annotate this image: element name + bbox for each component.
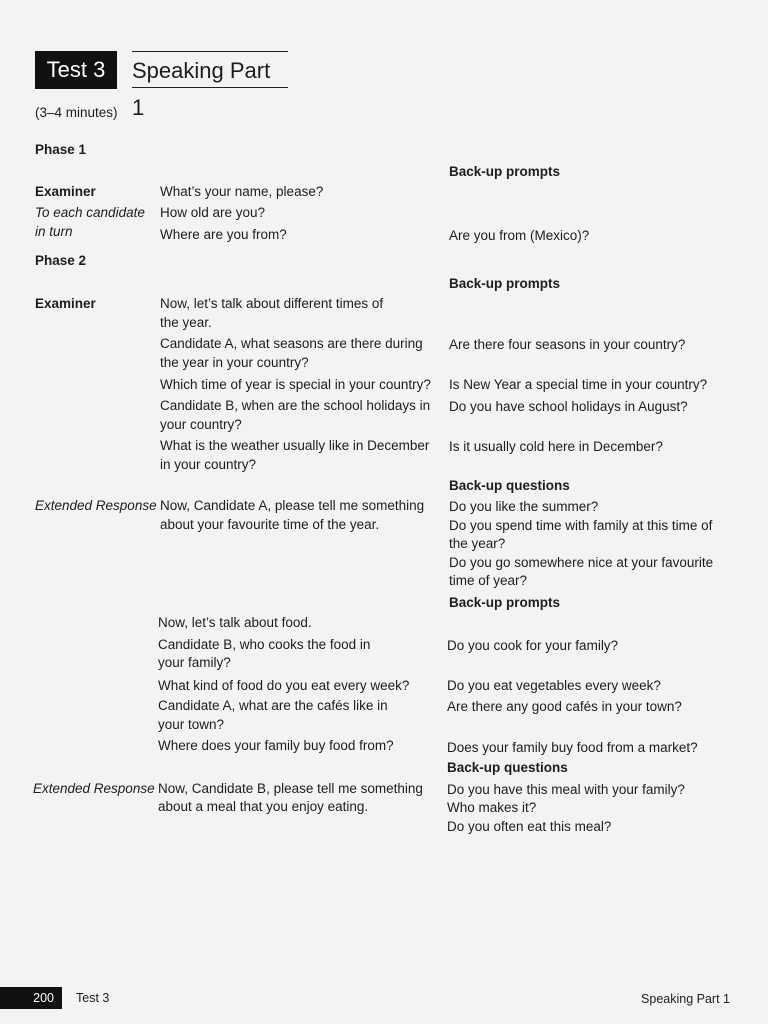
phase1-heading: Phase 1	[35, 142, 87, 157]
phase1-instruction-line1: To each candidate	[35, 205, 145, 220]
phase2-question-4-line1: Candidate B, when are the school holidays in	[160, 398, 431, 413]
phase2-question-1-line1: Now, let’s talk about different times of	[160, 296, 384, 311]
phase2-prompt-5: Is it usually cold here in December?	[449, 439, 663, 454]
duration-text: (3–4 minutes)	[35, 105, 118, 120]
phase1-backup-prompts-heading: Back-up prompts	[449, 164, 561, 179]
phase2-extended-response-label: Extended Response	[35, 498, 157, 513]
phase1-prompt-3: Are you from (Mexico)?	[449, 228, 590, 243]
page-title: Speaking Part 1	[132, 51, 288, 88]
phase2-examiner-label: Examiner	[35, 296, 96, 311]
food-question-4-line1: Candidate A, what are the cafés like in	[158, 698, 388, 713]
food-question-1: Now, let’s talk about food.	[158, 615, 312, 630]
phase1-instruction-line2: in turn	[35, 224, 73, 239]
phase1-question-3: Where are you from?	[160, 227, 287, 242]
phase2-backup-prompts-heading: Back-up prompts	[449, 276, 561, 291]
food-prompt-5: Does your family buy food from a market?	[447, 740, 698, 755]
food-backup-questions-heading: Back-up questions	[447, 760, 568, 775]
phase2-backup-question-3-line2: time of year?	[449, 573, 528, 588]
phase2-backup-question-1: Do you like the summer?	[449, 499, 599, 514]
phase2-question-2-line2: the year in your country?	[160, 355, 309, 370]
phase2-backup-question-2-line1: Do you spend time with family at this time of	[449, 518, 713, 533]
food-backup-prompts-heading: Back-up prompts	[449, 595, 561, 610]
page-number: 200	[0, 987, 62, 1009]
phase2-extended-line1: Now, Candidate A, please tell me something	[160, 498, 425, 513]
food-backup-question-2: Who makes it?	[447, 800, 537, 815]
food-backup-question-1: Do you have this meal with your family?	[447, 782, 685, 797]
test-label-badge: Test 3	[35, 51, 117, 89]
phase2-prompt-3: Is New Year a special time in your country?	[449, 377, 708, 392]
phase2-question-1-line2: the year.	[160, 315, 212, 330]
food-prompt-3: Do you eat vegetables every week?	[447, 678, 661, 693]
phase2-backup-question-3-line1: Do you go somewhere nice at your favourite	[449, 555, 714, 570]
food-question-5: Where does your family buy food from?	[158, 738, 394, 753]
food-question-2-line2: your family?	[158, 655, 231, 670]
food-extended-response-label: Extended Response	[33, 781, 155, 796]
food-extended-line1: Now, Candidate B, please tell me something	[158, 781, 423, 796]
phase2-backup-questions-heading: Back-up questions	[449, 478, 570, 493]
phase2-prompt-2: Are there four seasons in your country?	[449, 337, 686, 352]
phase2-backup-question-2-line2: the year?	[449, 536, 506, 551]
food-prompt-2: Do you cook for your family?	[447, 638, 619, 653]
phase1-question-2: How old are you?	[160, 205, 266, 220]
phase2-question-2-line1: Candidate A, what seasons are there during	[160, 336, 423, 351]
phase2-question-5-line2: in your country?	[160, 457, 257, 472]
phase1-question-1: What’s your name, please?	[160, 184, 324, 199]
phase2-question-4-line2: your country?	[160, 417, 242, 432]
food-question-2-line1: Candidate B, who cooks the food in	[158, 637, 371, 652]
phase2-heading: Phase 2	[35, 253, 87, 268]
food-question-4-line2: your town?	[158, 717, 225, 732]
food-extended-line2: about a meal that you enjoy eating.	[158, 799, 369, 814]
phase2-extended-line2: about your favourite time of the year.	[160, 517, 380, 532]
phase2-question-5-line1: What is the weather usually like in December	[160, 438, 430, 453]
phase2-prompt-4: Do you have school holidays in August?	[449, 399, 688, 414]
phase2-question-3: Which time of year is special in your country?	[160, 377, 431, 392]
footer-left-label: Test 3	[76, 991, 110, 1005]
phase1-examiner-label: Examiner	[35, 184, 96, 199]
food-question-3: What kind of food do you eat every week?	[158, 678, 410, 693]
food-prompt-4: Are there any good cafés in your town?	[447, 699, 682, 714]
footer-right-label: Speaking Part 1	[641, 992, 730, 1006]
food-backup-question-3: Do you often eat this meal?	[447, 819, 612, 834]
